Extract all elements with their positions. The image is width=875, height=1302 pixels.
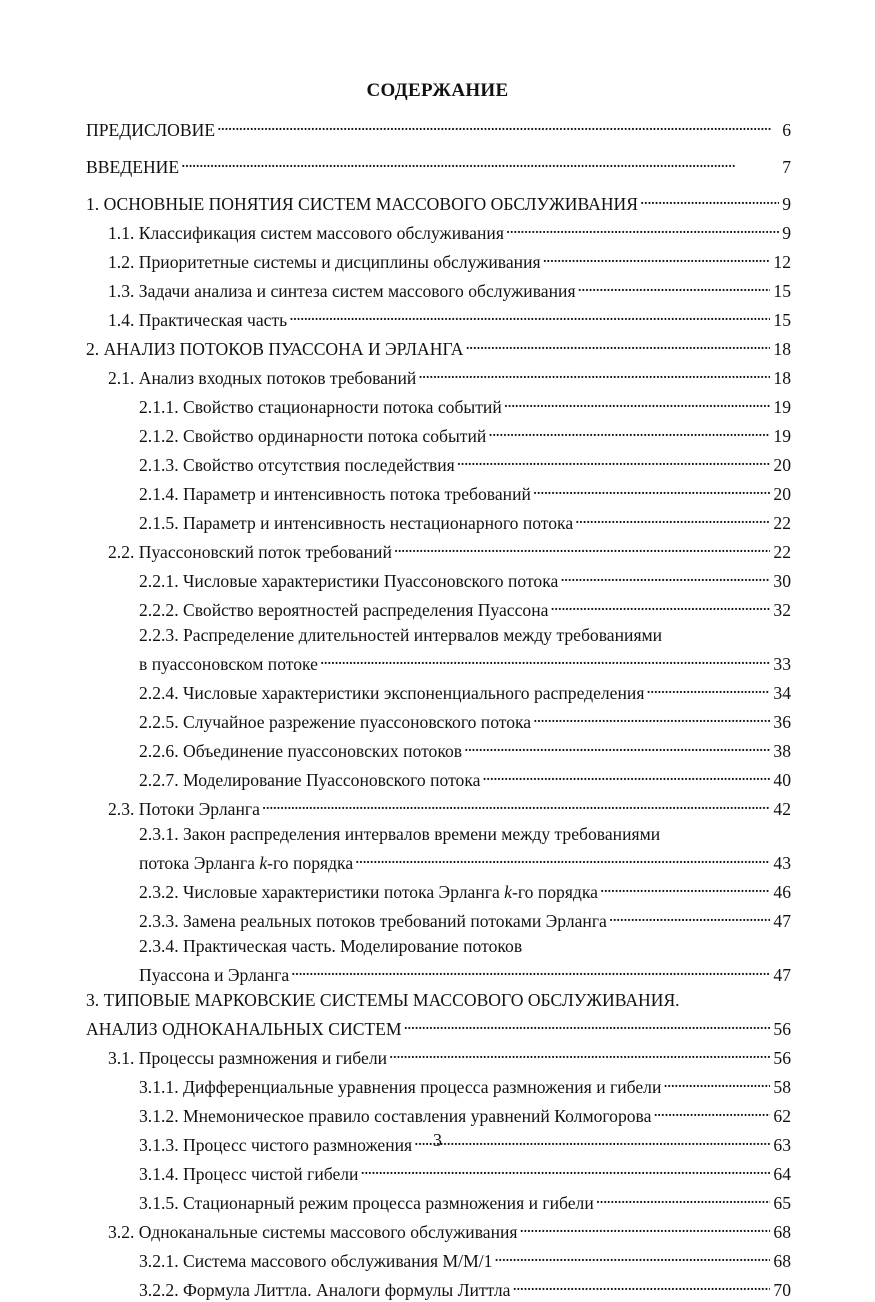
- toc-entry-line2: [86, 958, 791, 987]
- toc-entry-2-3[interactable]: [86, 792, 791, 821]
- toc-page-number: 7: [782, 157, 791, 177]
- dot-leader: [291, 958, 770, 981]
- dot-leader: [394, 535, 771, 558]
- toc-entry-3-1-4[interactable]: [86, 1157, 791, 1186]
- toc-entry-3-2-1[interactable]: [86, 1244, 791, 1273]
- dot-leader: [320, 647, 770, 670]
- toc-page-number: 18: [773, 368, 791, 388]
- dot-leader: [550, 593, 770, 616]
- toc-entry-label: 2.1.5. Параметр и интенсивность нестационарного потока: [139, 513, 574, 533]
- toc-entry-label: 3.1.5. Стационарный режим процесса размножения и гибели: [139, 1193, 594, 1213]
- toc-entry-2-2-5[interactable]: [86, 705, 791, 734]
- toc-entry-label-part-a: потока Эрланга: [139, 853, 260, 873]
- toc-entry-label: 3.2. Одноканальные системы массового обслуживания: [108, 1222, 518, 1242]
- table-of-contents: [86, 113, 791, 1302]
- toc-entry-line2: [86, 647, 791, 676]
- toc-entry-label-line1: 3. ТИПОВЫЕ МАРКОВСКИЕ СИСТЕМЫ МАССОВОГО ОБСЛУЖИВАНИЯ.: [86, 990, 680, 1010]
- toc-entry-3-1-2[interactable]: [86, 1099, 791, 1128]
- toc-entry-label: 2. АНАЛИЗ ПОТОКОВ ПУАССОНА И ЭРЛАНГА: [86, 339, 464, 359]
- dot-leader: [262, 792, 771, 815]
- toc-page-number: 65: [773, 1193, 791, 1213]
- toc-page-number: 62: [773, 1106, 791, 1126]
- toc-page-number: 9: [782, 194, 791, 214]
- toc-entry-label: 2.1. Анализ входных потоков требований: [108, 368, 417, 388]
- toc-entry-1-3[interactable]: [86, 274, 791, 303]
- toc-entry-label: 1. ОСНОВНЫЕ ПОНЯТИЯ СИСТЕМ МАССОВОГО ОБСЛУЖИВАНИЯ: [86, 194, 638, 214]
- toc-entry-2-3-3[interactable]: [86, 904, 791, 933]
- toc-entry-label: 2.1.3. Свойство отсутствия последействия: [139, 455, 455, 475]
- dot-leader: [355, 846, 770, 869]
- toc-entry-line2: [86, 1012, 791, 1041]
- toc-entry-2-1[interactable]: [86, 361, 791, 390]
- dot-leader: [533, 705, 770, 728]
- toc-page-number: 46: [773, 882, 791, 902]
- toc-entry-2-3-1[interactable]: [86, 823, 791, 875]
- toc-entry-label: [139, 881, 598, 904]
- toc-page-number: 12: [773, 252, 791, 272]
- toc-page-number: 9: [782, 223, 791, 243]
- dot-leader: [646, 676, 770, 699]
- toc-entry-3-1-5[interactable]: [86, 1186, 791, 1215]
- toc-entry-introduction[interactable]: [86, 150, 791, 179]
- dot-leader: [464, 734, 770, 757]
- toc-entry-label: 3.2.1. Система массового обслуживания М/М/1: [139, 1251, 493, 1271]
- toc-entry-3-2[interactable]: [86, 1215, 791, 1244]
- toc-entry-label: ПРЕДИСЛОВИЕ: [86, 120, 216, 140]
- toc-entry-label: 1.1. Классификация систем массового обслуживания: [108, 223, 504, 243]
- toc-page-number: 22: [773, 513, 791, 533]
- toc-page-number: 47: [773, 965, 791, 985]
- dot-leader: [578, 274, 771, 297]
- toc-page-number: 19: [773, 426, 791, 446]
- toc-entry-label: 3.1.3. Процесс чистого размножения: [139, 1135, 413, 1155]
- toc-entry-label: Пуассона и Эрланга: [139, 965, 290, 985]
- dot-leader: [520, 1215, 771, 1238]
- toc-entry-label: 2.2.5. Случайное разрежение пуассоновского потока: [139, 712, 532, 732]
- toc-entry-label: 2.3. Потоки Эрланга: [108, 799, 260, 819]
- page-title: СОДЕРЖАНИЕ: [366, 80, 509, 101]
- dot-leader: [543, 245, 771, 268]
- dot-leader: [560, 564, 770, 587]
- toc-page-number: 47: [773, 911, 791, 931]
- toc-entry-label-k: k: [259, 853, 268, 873]
- toc-entry-2-2[interactable]: [86, 535, 791, 564]
- dot-leader: [640, 187, 779, 210]
- toc-entry-label: в пуассоновском потоке: [139, 654, 318, 674]
- dot-leader: [575, 506, 770, 529]
- toc-page-number: 18: [773, 339, 791, 359]
- dot-leader: [609, 904, 771, 927]
- toc-entry-label-part-b: -го порядка: [511, 882, 598, 902]
- toc-entry-label-line1: 2.2.3. Распределение длительностей интервалов между требованиями: [139, 625, 663, 645]
- dot-leader: [457, 448, 771, 471]
- dot-leader: [217, 113, 779, 136]
- toc-entry-label: [139, 852, 353, 875]
- toc-entry-label: 2.1.1. Свойство стационарности потока событий: [139, 397, 502, 417]
- dot-leader: [418, 361, 770, 384]
- toc-entry-2-2-1[interactable]: [86, 564, 791, 593]
- toc-entry-label: 3.1.1. Дифференциальные уравнения процесса размножения и гибели: [139, 1077, 662, 1097]
- toc-entry-label-line1: 2.3.4. Практическая часть. Моделирование потоков: [139, 936, 523, 956]
- toc-entry-label-part-b: -го порядка: [267, 853, 354, 873]
- toc-page-number: 20: [773, 455, 791, 475]
- dot-leader: [289, 303, 770, 326]
- dot-leader: [596, 1186, 771, 1209]
- toc-entry-label: 3.1. Процессы размножения и гибели: [108, 1048, 388, 1068]
- dot-leader: [389, 1041, 770, 1064]
- toc-entry-2-2-7[interactable]: [86, 763, 791, 792]
- toc-page-number: 19: [773, 397, 791, 417]
- toc-page-number: 30: [773, 571, 791, 591]
- toc-page-number: 6: [782, 120, 791, 140]
- dot-leader: [504, 390, 771, 413]
- toc-entry-2-2-6[interactable]: [86, 734, 791, 763]
- toc-page-number: 68: [773, 1251, 791, 1271]
- toc-entry-1-2[interactable]: [86, 245, 791, 274]
- toc-page-number: 20: [773, 484, 791, 504]
- toc-entry-label: 2.2.6. Объединение пуассоновских потоков: [139, 741, 463, 761]
- toc-entry-label: 3.2.2. Формула Литтла. Аналоги формулы Литтла: [139, 1280, 511, 1300]
- toc-entry-2-1-5[interactable]: [86, 506, 791, 535]
- toc-entry-2-1-4[interactable]: [86, 477, 791, 506]
- toc-page-number: 15: [773, 281, 791, 301]
- toc-page-number: 42: [773, 799, 791, 819]
- toc-page-number: 56: [773, 1048, 791, 1068]
- toc-page-number: 40: [773, 770, 791, 790]
- toc-page-number: 34: [773, 683, 791, 703]
- toc-page-number: 15: [773, 310, 791, 330]
- toc-entry-3-1-1[interactable]: [86, 1070, 791, 1099]
- toc-entry-label: 2.2. Пуассоновский поток требований: [108, 542, 392, 562]
- toc-entry-label-line1: 2.3.1. Закон распределения интервалов времени между требованиями: [139, 824, 661, 844]
- toc-entry-3-2-2[interactable]: [86, 1273, 791, 1302]
- toc-entry-label: АНАЛИЗ ОДНОКАНАЛЬНЫХ СИСТЕМ: [86, 1019, 402, 1039]
- dot-leader: [653, 1099, 770, 1122]
- dot-leader: [600, 875, 770, 898]
- toc-entry-label-k: k: [504, 882, 512, 902]
- toc-page-number: 33: [773, 654, 791, 674]
- toc-entry-label: 3.1.2. Мнемоническое правило составления уравнений Колмогорова: [139, 1106, 652, 1126]
- page-number-footer: 3: [433, 1130, 442, 1150]
- toc-entry-2-3-2[interactable]: [86, 875, 791, 904]
- toc-entry-label: 2.3.3. Замена реальных потоков требований потоками Эрланга: [139, 911, 607, 931]
- dot-leader: [512, 1273, 770, 1296]
- toc-entry-label: 2.1.2. Свойство ординарности потока событий: [139, 426, 487, 446]
- toc-page-number: 70: [773, 1280, 791, 1300]
- toc-entry-3-1[interactable]: [86, 1041, 791, 1070]
- toc-entry-label: 2.2.7. Моделирование Пуассоновского потока: [139, 770, 481, 790]
- dot-leader: [465, 332, 770, 355]
- toc-entry-2-1-3[interactable]: [86, 448, 791, 477]
- dot-leader: [663, 1070, 770, 1093]
- dot-leader: [482, 763, 770, 786]
- toc-page-number: 58: [773, 1077, 791, 1097]
- toc-page-number: 38: [773, 741, 791, 761]
- toc-entry-2-1-1[interactable]: [86, 390, 791, 419]
- toc-page-number: 43: [773, 853, 791, 873]
- toc-entry-preface[interactable]: [86, 113, 791, 142]
- toc-page-number: 22: [773, 542, 791, 562]
- toc-entry-label: 1.3. Задачи анализа и синтеза систем массового обслуживания: [108, 281, 576, 301]
- toc-page-number: 32: [773, 600, 791, 620]
- toc-entry-label: 1.4. Практическая часть: [108, 310, 288, 330]
- toc-entry-label: 2.1.4. Параметр и интенсивность потока требований: [139, 484, 531, 504]
- dot-leader: [360, 1157, 770, 1180]
- toc-entry-1-1[interactable]: [86, 216, 791, 245]
- toc-entry-line2: [86, 846, 791, 875]
- toc-entry-chapter-3[interactable]: [86, 989, 791, 1041]
- toc-entry-2-2-3[interactable]: [86, 624, 791, 676]
- dot-leader: [506, 216, 779, 239]
- dot-leader: [488, 419, 770, 442]
- toc-entry-label: 2.2.1. Числовые характеристики Пуассоновского потока: [139, 571, 559, 591]
- toc-entry-label: 3.1.4. Процесс чистой гибели: [139, 1164, 359, 1184]
- toc-page-number: 36: [773, 712, 791, 732]
- toc-page-number: 64: [773, 1164, 791, 1184]
- toc-entry-label: ВВЕДЕНИЕ: [86, 157, 180, 177]
- dot-leader: [181, 150, 779, 173]
- toc-entry-label: 2.2.2. Свойство вероятностей распределения Пуассона: [139, 600, 549, 620]
- toc-entry-2-2-4[interactable]: [86, 676, 791, 705]
- toc-entry-chapter-2[interactable]: [86, 332, 791, 361]
- toc-page-number: 68: [773, 1222, 791, 1242]
- toc-entry-chapter-1[interactable]: [86, 187, 791, 216]
- toc-page-number: 63: [773, 1135, 791, 1155]
- toc-entry-label: 1.2. Приоритетные системы и дисциплины обслуживания: [108, 252, 541, 272]
- toc-entry-1-4[interactable]: [86, 303, 791, 332]
- toc-page-number: 56: [773, 1019, 791, 1039]
- toc-entry-2-2-2[interactable]: [86, 593, 791, 622]
- toc-entry-2-1-2[interactable]: [86, 419, 791, 448]
- dot-leader: [404, 1012, 771, 1035]
- toc-entry-2-3-4[interactable]: [86, 935, 791, 987]
- dot-leader: [494, 1244, 770, 1267]
- toc-entry-label: 2.2.4. Числовые характеристики экспоненциального распределения: [139, 683, 645, 703]
- toc-entry-label-part-a: 2.3.2. Числовые характеристики потока Эрланга: [139, 882, 505, 902]
- dot-leader: [533, 477, 770, 500]
